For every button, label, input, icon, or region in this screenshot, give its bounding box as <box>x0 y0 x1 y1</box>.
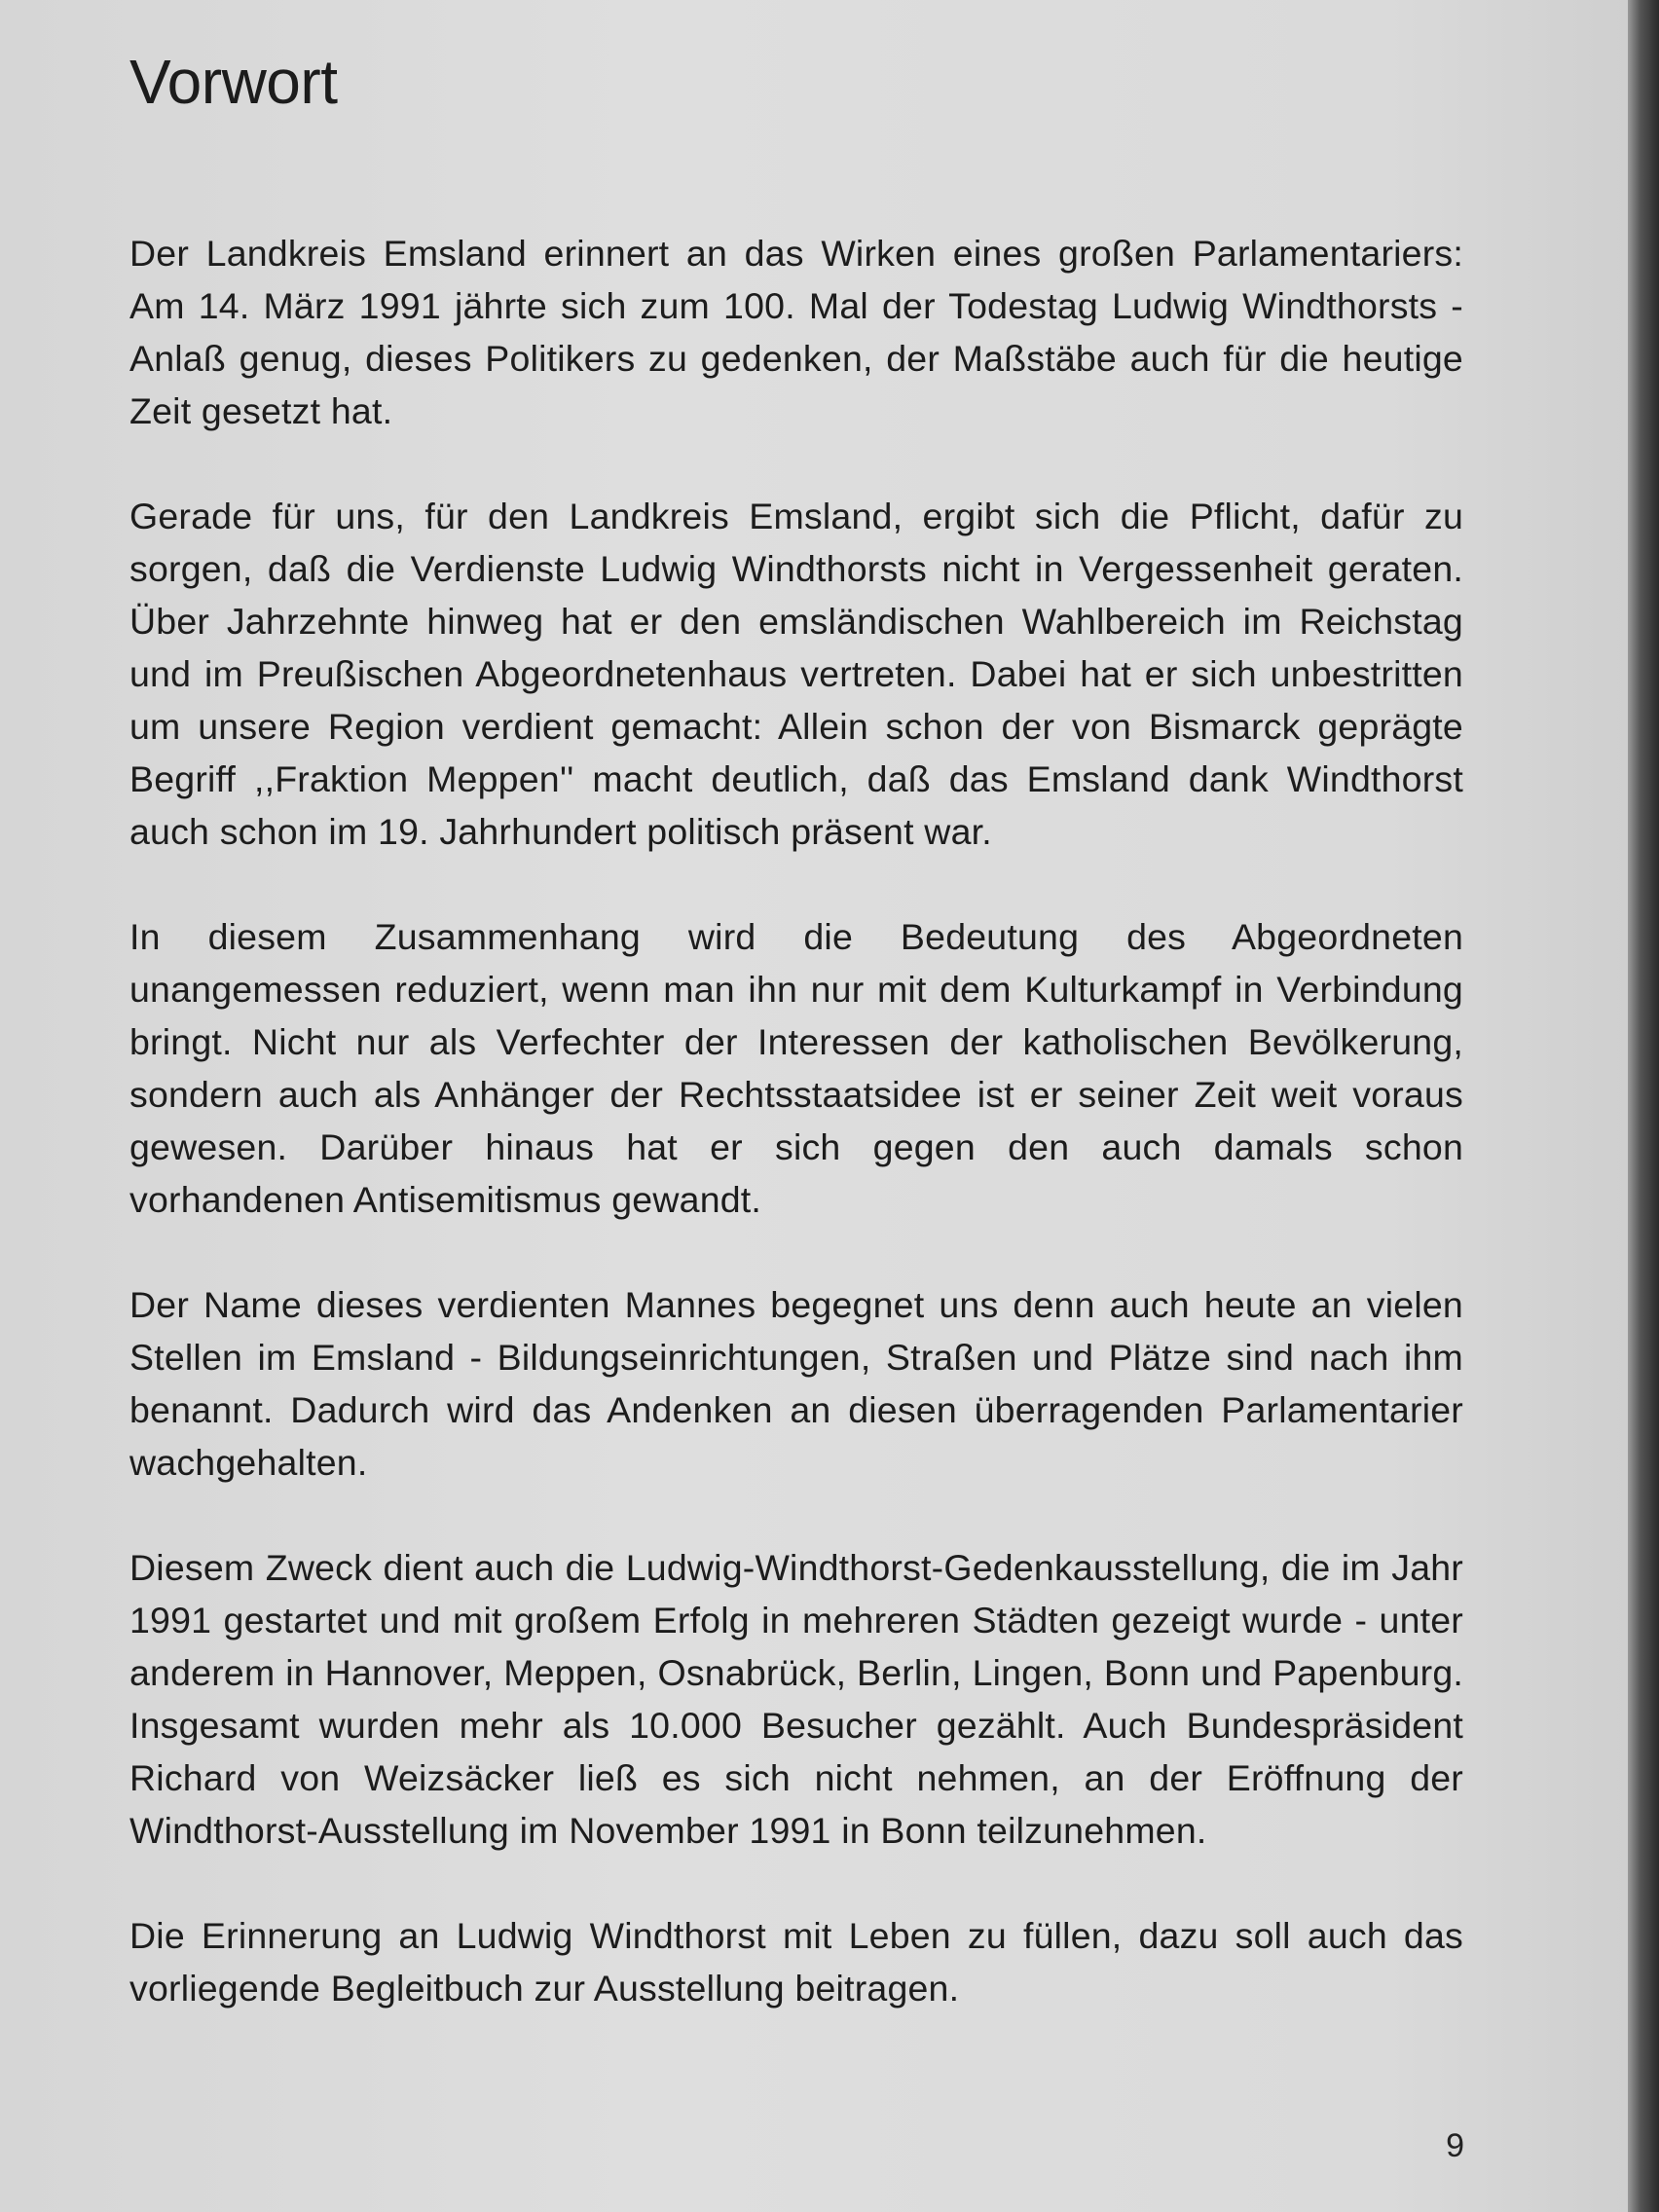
paragraph: Der Landkreis Emsland erinnert an das Wirken eines großen Parlamentariers: Am 14. März 1991 jährte sich zum 100. Mal der Todestag Ludwig Windthorsts - Anlaß genug, dieses Politikers zu gedenken, der Maßstäbe auch für die heutige Zeit gesetzt hat. <box>129 233 1463 431</box>
page-number: 9 <box>1446 2127 1464 2164</box>
body-text <box>129 227 1463 2014</box>
paragraph: Die Erinnerung an Ludwig Windthorst mit Leben zu füllen, dazu soll auch das vorliegende Begleitbuch zur Ausstellung beitragen. <box>129 1915 1463 2009</box>
paragraph: In diesem Zusammenhang wird die Bedeutung des Abgeordneten unangemessen reduziert, wenn man ihn nur mit dem Kulturkampf in Verbindung bringt. Nicht nur als Verfechter der Interessen der katholischen Bevölkerung, sondern auch als Anhänger der Rechtsstaatsidee ist er seiner Zeit weit voraus gewesen. Darüber hinaus hat er sich gegen den auch damals schon vorhandenen Antisemitismus gewandt. <box>129 916 1463 1220</box>
paragraph: Diesem Zweck dient auch die Ludwig-Windthorst-Gedenkausstellung, die im Jahr 1991 gestartet und mit großem Erfolg in mehreren Städten gezeigt wurde - unter anderem in Hannover, Meppen, Osnabrück, Berlin, Lingen, Bonn und Papenburg. Insgesamt wurden mehr als 10.000 Besucher gezählt. Auch Bundespräsident Richard von Weizsäcker ließ es sich nicht nehmen, an der Eröffnung der Windthorst-Ausstellung im November 1991 in Bonn teilzunehmen. <box>129 1547 1463 1851</box>
paragraph: Gerade für uns, für den Landkreis Emsland, ergibt sich die Pflicht, dafür zu sorgen, daß die Verdienste Ludwig Windthorsts nicht in Vergessenheit geraten. Über Jahrzehnte hinweg hat er den emsländischen Wahlbereich im Reichstag und im Preußischen Abgeordnetenhaus vertreten. Dabei hat er sich unbestritten um unsere Region verdient gemacht: Allein schon der von Bismarck geprägte Begriff ,,Fraktion Meppen'' macht deutlich, daß das Emsland dank Windthorst auch schon im 19. Jahrhundert politisch präsent war. <box>129 496 1463 852</box>
page-edge-shadow <box>1628 0 1659 2212</box>
paragraph: Der Name dieses verdienten Mannes begegnet uns denn auch heute an vielen Stellen im Emsland - Bildungseinrichtungen, Straßen und Plätze sind nach ihm benannt. Dadurch wird das Andenken an diesen überragenden Parlamentarier wachgehalten. <box>129 1284 1463 1483</box>
page-content <box>129 39 1463 2067</box>
page-title: Vorwort <box>129 47 338 117</box>
